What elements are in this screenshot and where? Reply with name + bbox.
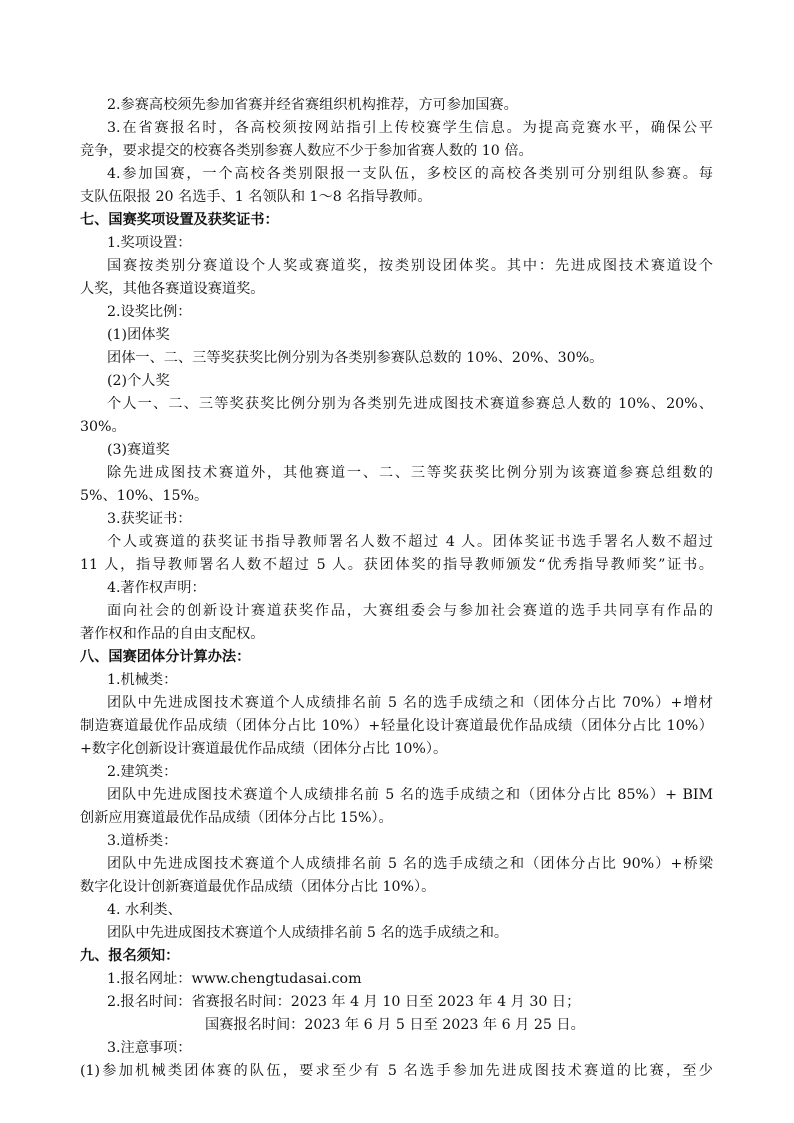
text-line: 2.报名时间：省赛报名时间：2023 年 4 月 10 日至 2023 年 4 月 30 日； xyxy=(107,994,581,1010)
text-line: (2)个人奖 xyxy=(107,373,170,389)
text-line: 2.建筑类： xyxy=(107,764,178,780)
text-line: 支队伍限报 20 名选手、1 名领队和 1～8 名指导教师。 xyxy=(80,189,432,205)
text-line: 著作权和作品的自由支配权。 xyxy=(80,626,265,642)
text-line: (3)赛道奖 xyxy=(107,442,170,458)
text-line: 4.著作权声明： xyxy=(107,580,206,596)
text-line: 个人或赛道的获奖证书指导教师署名人数不超过 4 人。团体奖证书选手署名人数不超过 xyxy=(107,534,713,550)
text-line: 3.注意事项： xyxy=(107,1040,192,1056)
section-heading: 九、报名须知： xyxy=(80,948,180,964)
section-heading: 七、国赛奖项设置及获奖证书： xyxy=(80,212,279,228)
text-line: 面向社会的创新设计赛道获奖作品，大赛组委会与参加社会赛道的选手共同享有作品的 xyxy=(107,603,713,619)
text-line: 制造赛道最优作品成绩（团体分占比 10%）+轻量化设计赛道最优作品成绩（团体分占比 10%） xyxy=(80,718,713,734)
text-line: (1)团体奖 xyxy=(107,327,170,343)
text-line: 除先进成图技术赛道外，其他赛道一、二、三等奖获奖比例分别为该赛道参赛总组数的 xyxy=(107,465,713,481)
text-line: 团队中先进成图技术赛道个人成绩排名前 5 名的选手成绩之和（团体分占比 90%）+桥梁 xyxy=(107,856,713,872)
text-line: 2.参赛高校须先参加省赛并经省赛组织机构推荐，方可参加国赛。 xyxy=(107,97,518,113)
text-line: 3.获奖证书： xyxy=(107,511,192,527)
section-heading: 八、国赛团体分计算办法： xyxy=(80,649,251,665)
text-line: 3.在省赛报名时，各高校须按网站指引上传校赛学生信息。为提高竞赛水平，确保公平 xyxy=(107,120,713,136)
text-line: 1.机械类： xyxy=(107,672,178,688)
text-line: +数字化创新设计赛道最优作品成绩（团体分占比 10%）。 xyxy=(80,741,448,757)
text-line: 4.参加国赛，一个高校各类别限报一支队伍，多校区的高校各类别可分别组队参赛。每 xyxy=(107,166,713,182)
text-line: 1.奖项设置： xyxy=(107,235,192,251)
text-line: 团体一、二、三等奖获奖比例分别为各类别参赛队总数的 10%、20%、30%。 xyxy=(107,350,604,366)
text-line: 5%、10%、15%。 xyxy=(80,488,209,504)
text-line: 国赛按类别分赛道设个人奖或赛道奖，按类别设团体奖。其中：先进成图技术赛道设个 xyxy=(107,258,713,274)
text-line: 2.设奖比例： xyxy=(107,304,192,320)
text-line: 3.道桥类： xyxy=(107,833,178,849)
text-line: 1.报名网址：www.chengtudasai.com xyxy=(107,971,362,987)
text-line: 国赛报名时间：2023 年 6 月 5 日至 2023 年 6 月 25 日。 xyxy=(205,1017,585,1033)
text-line: 团队中先进成图技术赛道个人成绩排名前 5 名的选手成绩之和。 xyxy=(107,925,509,941)
text-line: 创新应用赛道最优作品成绩（团体分占比 15%）。 xyxy=(80,810,393,826)
text-line: 个人一、二、三等奖获奖比例分别为各类别先进成图技术赛道参赛总人数的 10%、20%、 xyxy=(107,396,713,412)
text-line: 30%。 xyxy=(80,419,126,435)
text-line: 人奖，其他各赛道设赛道奖。 xyxy=(80,281,265,297)
text-line: 团队中先进成图技术赛道个人成绩排名前 5 名的选手成绩之和（团体分占比 70%）+增材 xyxy=(107,695,713,711)
text-line: (1)参加机械类团体赛的队伍，要求至少有 5 名选手参加先进成图技术赛道的比赛，至少 xyxy=(80,1063,713,1079)
text-line: 11 人，指导教师署名人数不超过 5 人。获团体奖的指导教师颁发“优秀指导教师奖”证书。 xyxy=(80,557,713,573)
text-line: 团队中先进成图技术赛道个人成绩排名前 5 名的选手成绩之和（团体分占比 85%）+ BIM xyxy=(107,787,713,803)
text-line: 4. 水利类、 xyxy=(107,902,182,918)
text-line: 竞争，要求提交的校赛各类别参赛人数应不少于参加省赛人数的 10 倍。 xyxy=(80,143,533,159)
text-line: 数字化设计创新赛道最优作品成绩（团体分占比 10%）。 xyxy=(80,879,436,895)
